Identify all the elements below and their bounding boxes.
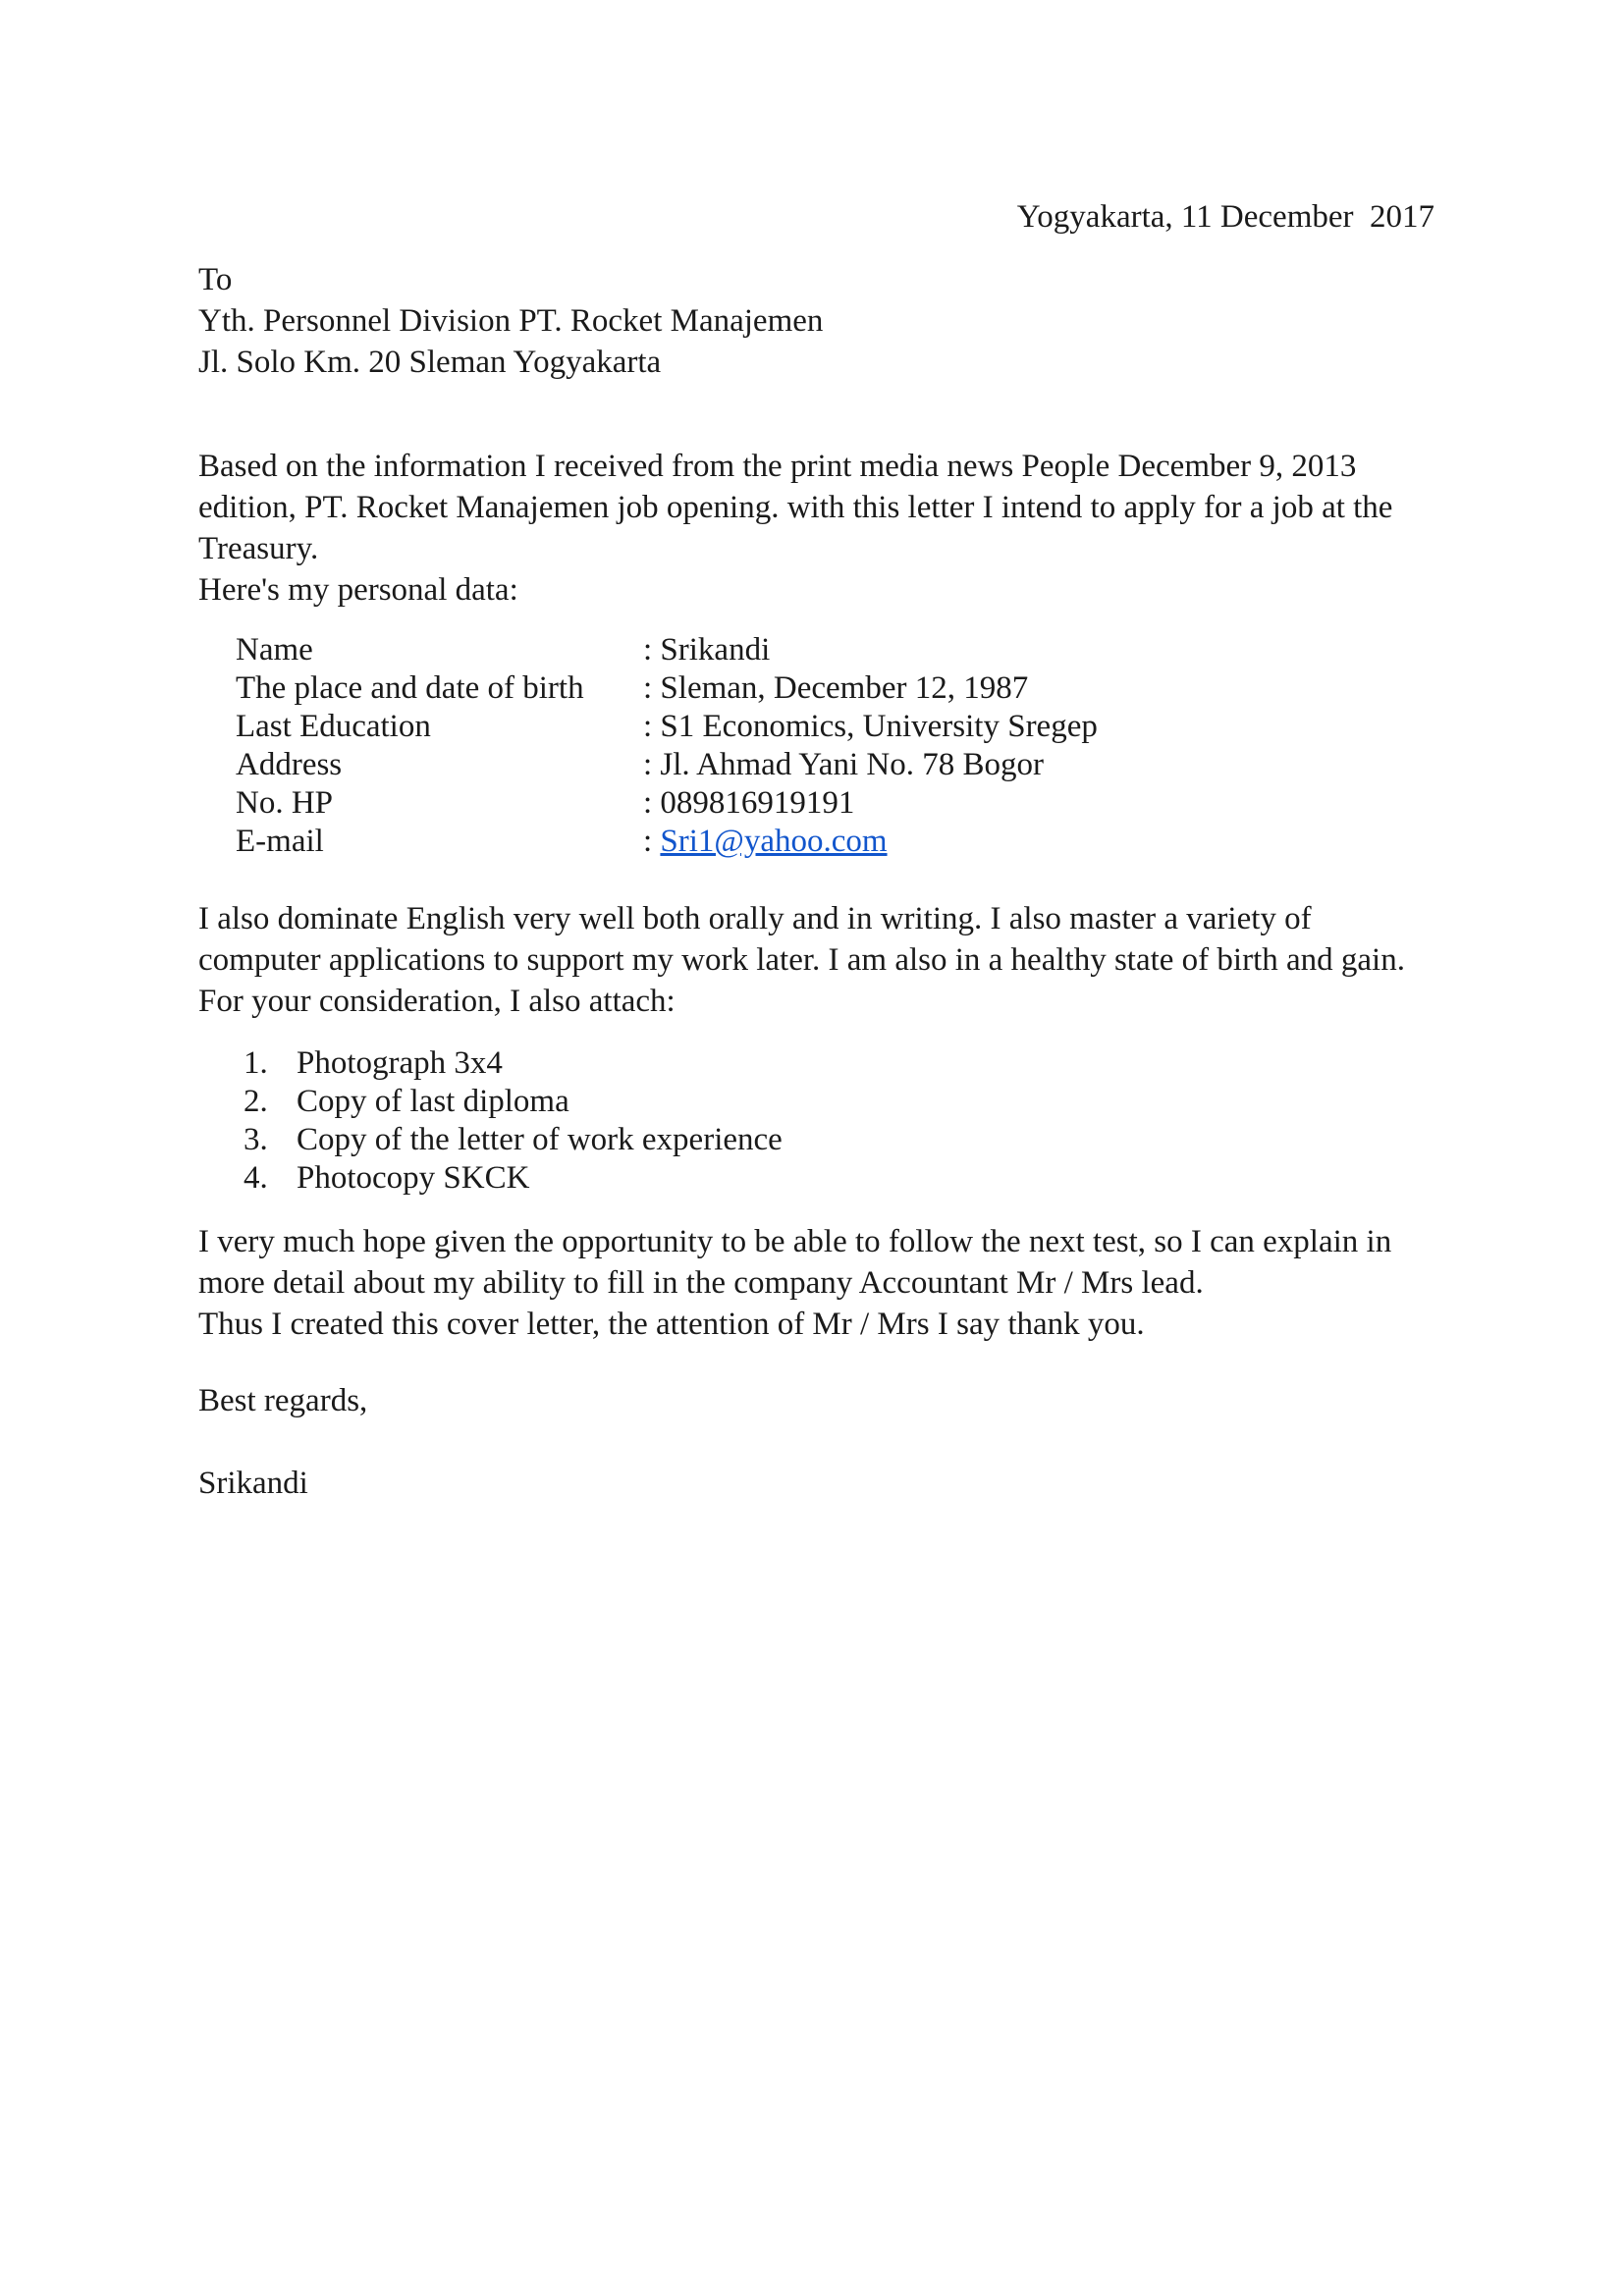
personal-data-row — [236, 823, 1098, 861]
closing-block — [198, 1221, 1435, 1345]
personal-data-value: : S1 Economics, University Sregep — [643, 709, 1098, 744]
recipient-block — [198, 259, 1435, 383]
list-item-number: 2. — [243, 1084, 268, 1119]
personal-data-value: : 089816919191 — [643, 785, 855, 821]
personal-data-row — [236, 784, 1098, 823]
personal-data-label: No. HP — [236, 785, 334, 821]
recipient-line-1: Yth. Personnel Division PT. Rocket Manajemen — [198, 303, 824, 339]
personal-data-row — [236, 669, 1098, 708]
personal-data-label: Address — [236, 747, 343, 782]
intro-paragraph: Based on the information I received from the print media news People December 9, 2013 edition, PT. Rocket Manajemen job opening. with this letter I intend to apply for a job at the Treasury. — [198, 449, 1393, 566]
attachments-list — [243, 1044, 783, 1198]
personal-data-table — [236, 631, 1098, 861]
personal-data-value: : Jl. Ahmad Yani No. 78 Bogor — [643, 747, 1044, 782]
personal-data-row — [236, 631, 1098, 669]
email-link[interactable]: Sri1@yahoo.com — [660, 824, 888, 859]
list-item — [243, 1159, 783, 1198]
intro-block — [198, 446, 1435, 611]
personal-data-label: E-mail — [236, 824, 324, 859]
list-item — [243, 1083, 783, 1121]
intro-lead: Here's my personal data: — [198, 572, 518, 608]
personal-data-value: : Sleman, December 12, 1987 — [643, 670, 1029, 706]
list-item-text: Copy of the letter of work experience — [297, 1122, 783, 1157]
closing-paragraph: I very much hope given the opportunity to be able to follow the next test, so I can explain in more detail about my ability to fill in the company Accountant Mr / Mrs lead. — [198, 1224, 1392, 1301]
regards-line: Best regards, — [198, 1383, 368, 1418]
list-item-text: Copy of last diploma — [297, 1084, 569, 1119]
list-item-text: Photocopy SKCK — [297, 1160, 530, 1196]
personal-data-value: : Srikandi — [643, 632, 771, 667]
personal-data-label: Name — [236, 632, 313, 667]
personal-data-label: The place and date of birth — [236, 670, 584, 706]
list-item-number: 4. — [243, 1160, 268, 1196]
list-item-text: Photograph 3x4 — [297, 1045, 503, 1081]
letter-date: Yogyakarta, 11 December 2017 — [1016, 199, 1434, 235]
personal-data-value — [643, 823, 888, 861]
recipient-to: To — [198, 262, 233, 297]
personal-data-row — [236, 708, 1098, 746]
personal-data-row — [236, 746, 1098, 784]
email-prefix: : — [643, 824, 661, 859]
list-item-number: 1. — [243, 1045, 268, 1081]
list-item — [243, 1121, 783, 1159]
list-item — [243, 1044, 783, 1083]
personal-data-label: Last Education — [236, 709, 431, 744]
skills-paragraph: I also dominate English very well both orally and in writing. I also master a variety of computer applications to support my work later. I am also in a healthy state of birth and gain. For your consideration, I also attach: — [198, 901, 1405, 1019]
signature-name: Srikandi — [198, 1466, 308, 1501]
closing-thanks: Thus I created this cover letter, the attention of Mr / Mrs I say thank you. — [198, 1307, 1145, 1342]
list-item-number: 3. — [243, 1122, 268, 1157]
recipient-line-2: Jl. Solo Km. 20 Sleman Yogyakarta — [198, 345, 662, 380]
